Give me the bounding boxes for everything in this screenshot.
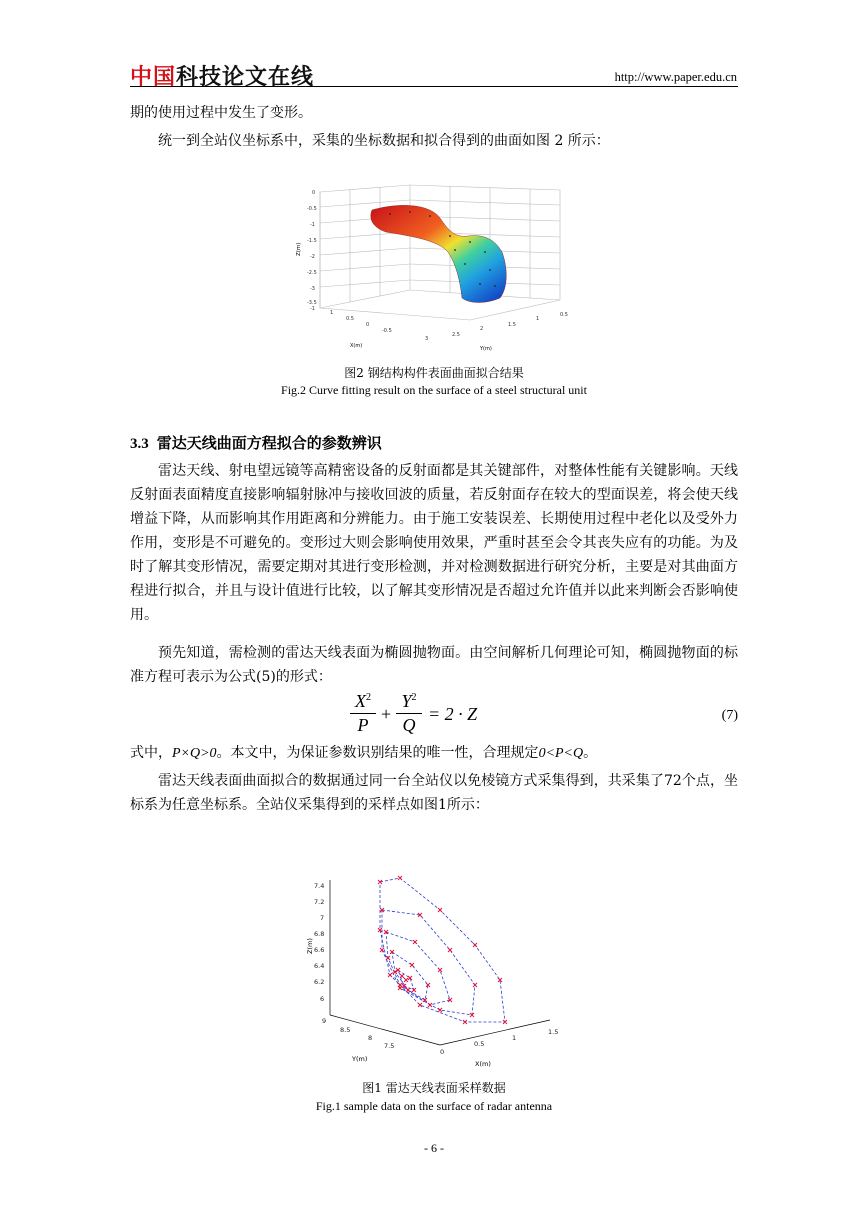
svg-text:8.5: 8.5 bbox=[340, 1026, 351, 1034]
figure-2-caption-en: Fig.2 Curve fitting result on the surface of a steel structural unit bbox=[281, 383, 587, 397]
svg-text:-1: -1 bbox=[310, 306, 315, 312]
equation-7 bbox=[350, 691, 510, 743]
figure-1-contour-rings bbox=[380, 878, 505, 1022]
figure-2-caption-cn: 图2 钢结构构件表面曲面拟合结果 bbox=[344, 366, 524, 380]
fraction-x-over-p: $X^2$ P bbox=[350, 691, 376, 736]
svg-text:0: 0 bbox=[440, 1048, 445, 1056]
svg-text:-3: -3 bbox=[310, 286, 315, 292]
header-divider bbox=[130, 86, 738, 87]
equation-rhs: = 2 · Z bbox=[428, 704, 478, 724]
svg-text:0.5: 0.5 bbox=[560, 312, 568, 318]
figure-1-x-label: X(m) bbox=[475, 1060, 491, 1068]
svg-text:2: 2 bbox=[480, 326, 484, 332]
svg-text:-1.5: -1.5 bbox=[307, 238, 317, 244]
figure-1-y-ticks bbox=[322, 1017, 394, 1050]
figure-1-x-ticks bbox=[440, 1028, 558, 1056]
figure-1-axes bbox=[330, 880, 550, 1045]
svg-text:-2.5: -2.5 bbox=[307, 270, 317, 276]
figure-2-z-ticks bbox=[307, 190, 317, 306]
logo-black-text: 科技论文在线 bbox=[176, 65, 315, 90]
svg-text:-2: -2 bbox=[310, 254, 315, 260]
figure-1-y-label: Y(m) bbox=[352, 1055, 368, 1063]
svg-text:1: 1 bbox=[536, 316, 540, 322]
paragraph-4: 预先知道，需检测的雷达天线表面为椭圆抛物面。由空间解析几何理论可知，椭圆抛物面的标准方程可表示为公式(5)的形式： bbox=[130, 645, 738, 685]
svg-text:-1: -1 bbox=[310, 222, 315, 228]
figure-2-y-label: Y(m) bbox=[480, 346, 492, 352]
figure-2-z-label: Z(m) bbox=[296, 242, 302, 256]
svg-text:6.2: 6.2 bbox=[314, 978, 325, 986]
fitted-surface bbox=[371, 205, 507, 302]
svg-text:7.5: 7.5 bbox=[384, 1042, 395, 1050]
paragraph-2: 统一到全站仪坐标系中，采集的坐标数据和拟合得到的曲面如图 2 所示： bbox=[158, 133, 610, 149]
svg-text:9: 9 bbox=[322, 1017, 327, 1025]
figure-1-caption-en: Fig.1 sample data on the surface of radar antenna bbox=[315, 1099, 553, 1113]
svg-text:2.5: 2.5 bbox=[452, 332, 460, 338]
paragraph-1: 期的使用过程中发生了变形。 bbox=[130, 105, 312, 121]
fraction-y-over-q: $Y^2$ Q bbox=[396, 691, 422, 736]
header-url[interactable]: http://www.paper.edu.cn bbox=[614, 70, 737, 84]
section-number: 3.3 bbox=[130, 436, 149, 452]
paragraph-6: 雷达天线表面曲面拟合的数据通过同一台全站仪以免棱镜方式采集得到，共采集了72个点，坐标系为任意坐标系。全站仪采集得到的采样点如图1所示： bbox=[130, 773, 738, 813]
svg-text:-3.5: -3.5 bbox=[307, 300, 317, 306]
svg-text:6.8: 6.8 bbox=[314, 930, 325, 938]
svg-text:7.2: 7.2 bbox=[314, 898, 325, 906]
svg-text:0.5: 0.5 bbox=[474, 1040, 485, 1048]
section-heading-3-3 bbox=[130, 432, 382, 453]
figure-1-caption-cn: 图1 雷达天线表面采样数据 bbox=[362, 1081, 506, 1095]
svg-text:1.5: 1.5 bbox=[508, 322, 516, 328]
svg-text:3: 3 bbox=[425, 336, 429, 342]
figure-2-x-label: X(m) bbox=[350, 343, 363, 349]
plus-sign: + bbox=[381, 704, 392, 724]
svg-text:1: 1 bbox=[512, 1034, 517, 1042]
svg-text:6.6: 6.6 bbox=[314, 946, 325, 954]
figure-2-axes-box bbox=[320, 185, 560, 320]
section-title: 雷达天线曲面方程拟合的参数辨识 bbox=[156, 434, 382, 452]
svg-text:-0.5: -0.5 bbox=[382, 328, 392, 334]
svg-text:6.4: 6.4 bbox=[314, 962, 325, 970]
svg-text:8: 8 bbox=[368, 1034, 373, 1042]
figure-2-surface-plot bbox=[290, 180, 590, 360]
equation-number: (7) bbox=[721, 708, 738, 723]
svg-text:1.5: 1.5 bbox=[548, 1028, 559, 1036]
svg-text:7: 7 bbox=[320, 914, 325, 922]
svg-text:-0.5: -0.5 bbox=[307, 206, 317, 212]
svg-text:6: 6 bbox=[320, 995, 325, 1003]
figure-1-z-label: Z(m) bbox=[306, 938, 314, 954]
svg-text:0: 0 bbox=[312, 190, 316, 196]
svg-text:0: 0 bbox=[366, 322, 370, 328]
figure-1-sample-plot bbox=[300, 870, 570, 1075]
svg-text:7.4: 7.4 bbox=[314, 882, 325, 890]
logo-red-text: 中国 bbox=[130, 65, 177, 90]
paragraph-5: 式中，P×Q>0。本文中，为保证参数识别结果的唯一性，合理规定0<P<Q。 bbox=[130, 745, 598, 761]
paragraph-3: 雷达天线、射电望远镜等高精密设备的反射面都是其关键部件，对整体性能有关键影响。天线反射面表面精度直接影响辐射脉冲与接收回波的质量，若反射面存在较大的型面误差，将会使天线增益下降，从而影响其作用距离和分辨能力。由于施工安装误差、长期使用过程中老化以及受外力作用，变形是不可避免的。变形过大则会影响使用效果，严重时甚至会令其丧失应有的功能。为及时了解其变形情况，需要定期对其进行变形检测，并对检测数据进行研究分析，主要是对其曲面方程进行拟合，并且与设计值进行比较，以了解其变形情况是否超过允许值并以此来判断会否影响使用。 bbox=[130, 463, 738, 623]
page-number: - 6 - bbox=[424, 1141, 444, 1155]
svg-text:1: 1 bbox=[330, 310, 334, 316]
figure-2-y-ticks bbox=[425, 312, 568, 342]
svg-text:0.5: 0.5 bbox=[346, 316, 354, 322]
figure-1-z-ticks bbox=[314, 882, 324, 1003]
